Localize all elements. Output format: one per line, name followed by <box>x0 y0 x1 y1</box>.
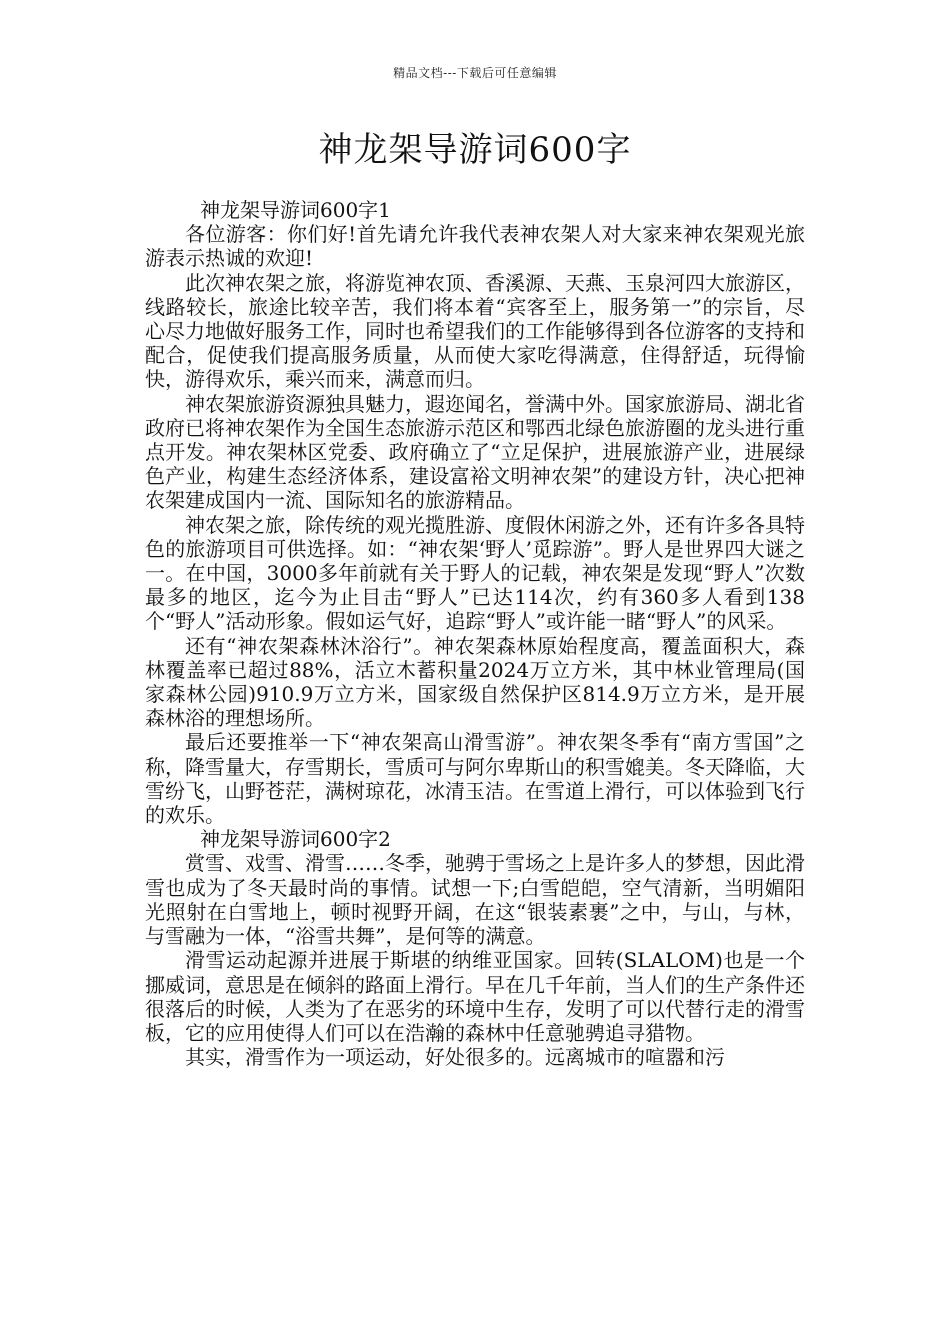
paragraph-snow-dream: 赏雪、戏雪、滑雪……冬季，驰骋于雪场之上是许多人的梦想，因此滑雪也成为了冬天最时尚的事情。试想一下;白雪皑皑，空气清新，当明媚阳光照射在白雪地上，顿时视野开阔，在这“银装素裹”之中，与山，与林，与雪融为一体，“浴雪共舞”，是何等的满意。 <box>145 851 805 949</box>
paragraph-ski-origin: 滑雪运动起源并进展于斯堪的纳维亚国家。回转(SLALOM)也是一个挪威词，意思是在倾斜的路面上滑行。早在几千年前，当人们的生产条件还很落后的时候，人类为了在恶劣的环境中生存，发明了可以代替行走的滑雪板，它的应用使得人们可以在浩瀚的森林中任意驰骋追寻猎物。 <box>145 948 805 1045</box>
section-heading-1: 神龙架导游词600字1 <box>200 198 391 222</box>
paragraph-resources: 神农架旅游资源独具魅力，遐迩闻名，誉满中外。国家旅游局、湖北省政府已将神农架作为全国生态旅游示范区和鄂西北绿色旅游圈的龙头进行重点开发。神农架林区党委、政府确立了“立足保护，进展旅游产业，进展绿色产业，构建生态经济体系，建设富裕文明神农架”的建设方针，决心把神农架建成国内一流、国际知名的旅游精品。 <box>145 391 805 513</box>
document-body <box>145 198 805 1069</box>
paragraph-greeting: 各位游客：你们好!首先请允许我代表神农架人对大家来神农架观光旅游表示热诚的欢迎! <box>145 222 805 271</box>
document-title: 神龙架导游词600字 <box>318 130 632 170</box>
paragraph-skiing-tour: 最后还要推举一下“神农架高山滑雪游”。神农架冬季有“南方雪国”之称，降雪量大，存雪期长，雪质可与阿尔卑斯山的积雪媲美。冬天降临，大雪纷飞，山野苍茫，满树琼花，冰清玉洁。在雪道上滑行，可以体验到飞行的欢乐。 <box>145 730 805 828</box>
paragraph-itinerary: 此次神农架之旅，将游览神农顶、香溪源、天燕、玉泉河四大旅游区，线路较长，旅途比较辛苦，我们将本着“宾客至上，服务第一”的宗旨，尽心尽力地做好服务工作，同时也希望我们的工作能够得到各位游客的支持和配合，促使我们提高服务质量，从而使大家吃得满意，住得舒适，玩得愉快，游得欢乐，乘兴而来，满意而归。 <box>145 270 805 392</box>
header-note: 精品文档---下载后可任意编辑 <box>393 66 557 80</box>
paragraph-wildman: 神农架之旅，除传统的观光揽胜游、度假休闲游之外，还有许多各具特色的旅游项目可供选择。如：“神农架‘野人’觅踪游”。野人是世界四大谜之一。在中国，3000多年前就有关于野人的记载，神农架是发现“野人”次数最多的地区，迄今为止目击“野人”已达114次，约有360多人看到138个“野人”活动形象。假如运气好，追踪“野人”或许能一睹“野人”的风采。 <box>145 512 805 634</box>
section-heading-2: 神龙架导游词600字2 <box>200 827 391 852</box>
paragraph-forest-bath: 还有“神农架森林沐浴行”。神农架森林原始程度高，覆盖面积大，森林覆盖率已超过88%，活立木蓄积量2024万立方米，其中林业管理局(国家森林公园)910.9万立方米，国家级自然保护区814.9万立方米，是开展森林浴的理想场所。 <box>145 633 805 731</box>
paragraph-ski-benefits: 其实，滑雪作为一项运动，好处很多的。远离城市的喧嚣和污 <box>185 1045 725 1070</box>
